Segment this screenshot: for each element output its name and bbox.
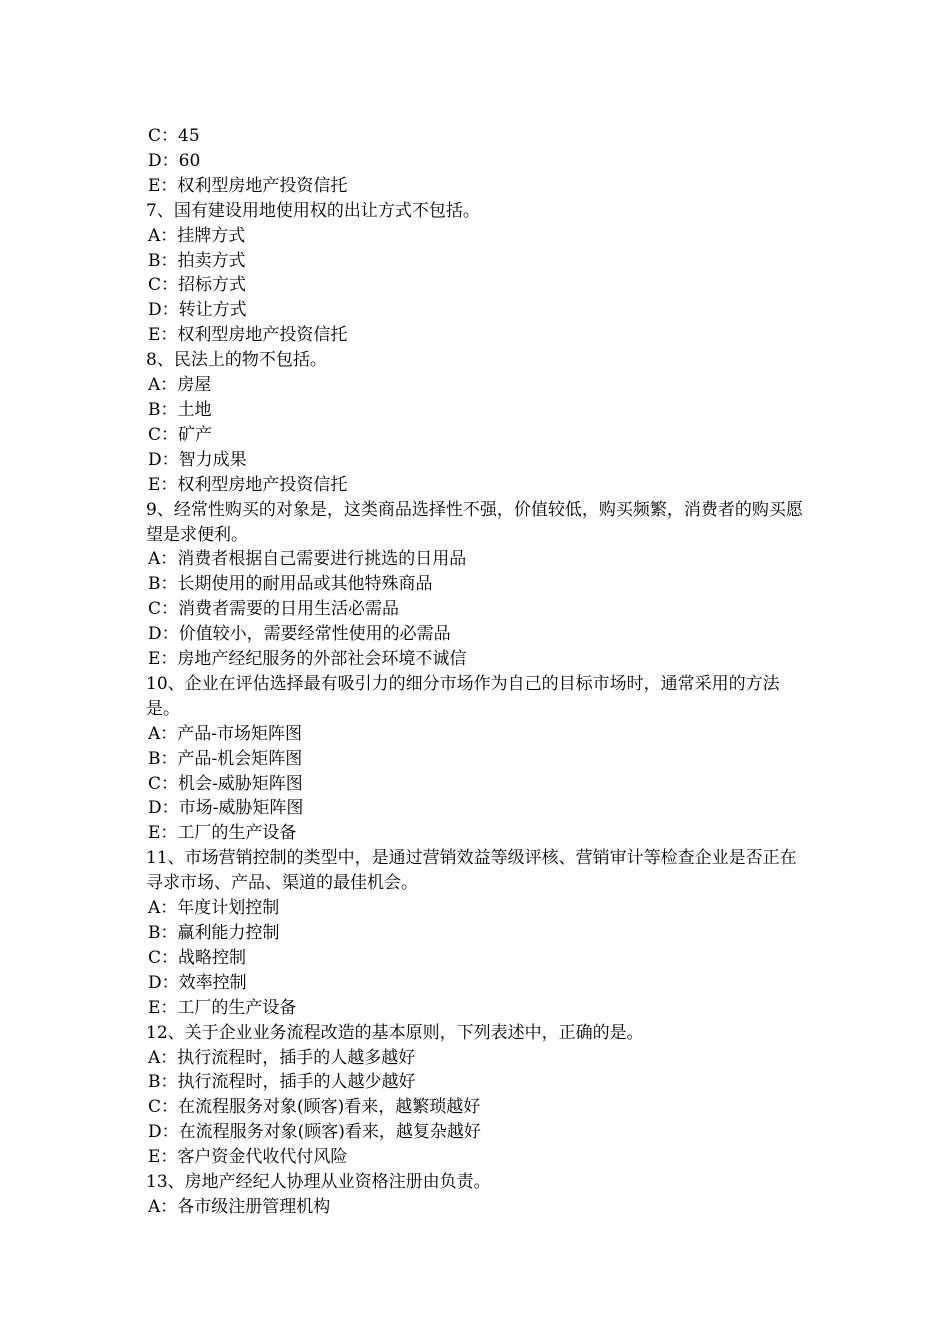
option-line: A：消费者根据自己需要进行挑选的日用品 (148, 549, 467, 570)
question-text: 12、关于企业业务流程改造的基本原则，下列表述中，正确的是。 (146, 1022, 644, 1043)
option-line: D：转让方式 (148, 300, 247, 321)
question-block (146, 1021, 810, 1170)
option-line: C：在流程服务对象(顾客)看来，越繁琐越好 (148, 1097, 481, 1118)
question-text: 8、民法上的物不包括。 (146, 350, 327, 371)
option-line: A：年度计划控制 (148, 898, 280, 919)
question-block (146, 672, 810, 846)
option-line: D：价值较小，需要经常性使用的必需品 (148, 624, 451, 645)
option-line: C：招标方式 (148, 275, 247, 296)
option-line: A：各市级注册管理机构 (148, 1196, 331, 1217)
question-block (146, 1170, 810, 1220)
option-line: C：消费者需要的日用生活必需品 (148, 599, 400, 620)
option-line: E：权利型房地产投资信托 (148, 474, 348, 495)
question-text: 11、市场营销控制的类型中，是通过营销效益等级评核、营销审计等检查企业是否正在寻求市场、产品、渠道的最佳机会。 (146, 848, 797, 894)
option-line: D：在流程服务对象(顾客)看来，越复杂越好 (148, 1122, 481, 1143)
option-line: B：执行流程时，插手的人越少越好 (148, 1072, 416, 1093)
option-line: E：工厂的生产设备 (148, 823, 297, 844)
option-line: B：土地 (148, 399, 212, 420)
option-line: A：挂牌方式 (148, 225, 246, 246)
option-line: C：45 (148, 126, 200, 146)
option-line: C：矿产 (148, 424, 213, 445)
option-line: D：市场-威胁矩阵图 (148, 798, 304, 819)
document-body (146, 124, 810, 1220)
option-line: E：权利型房地产投资信托 (148, 175, 348, 196)
option-line: B：拍卖方式 (148, 250, 246, 271)
option-line: E：权利型房地产投资信托 (148, 325, 348, 346)
option-line: D：智力成果 (148, 449, 247, 470)
question-text: 10、企业在评估选择最有吸引力的细分市场作为自己的目标市场时，通常采用的方法是。 (146, 673, 780, 719)
option-line: A：执行流程时，插手的人越多越好 (148, 1047, 416, 1068)
option-line: D：效率控制 (148, 972, 247, 993)
question-text: 7、国有建设用地使用权的出让方式不包括。 (146, 200, 480, 221)
question-block (146, 348, 810, 497)
option-line: B：产品-机会矩阵图 (148, 748, 303, 769)
question-block (146, 846, 810, 1020)
leading-options (146, 124, 810, 199)
question-block (146, 199, 810, 348)
option-line: D：60 (148, 150, 201, 171)
option-line: C：机会-威胁矩阵图 (148, 773, 303, 794)
option-line: E：房地产经纪服务的外部社会环境不诚信 (148, 649, 467, 670)
option-line: B：赢利能力控制 (148, 923, 280, 943)
option-line: E：客户资金代收代付风险 (148, 1147, 348, 1168)
question-list (146, 199, 810, 1220)
option-line: A：产品-市场矩阵图 (148, 723, 303, 744)
option-line: A：房屋 (148, 375, 212, 396)
question-block (146, 498, 810, 672)
option-line: B：长期使用的耐用品或其他特殊商品 (148, 574, 433, 595)
question-text: 9、经常性购买的对象是，这类商品选择性不强，价值较低，购买频繁，消费者的购买愿望是求便利。 (146, 499, 803, 545)
question-text: 13、房地产经纪人协理从业资格注册由负责。 (146, 1172, 491, 1193)
option-line: E：工厂的生产设备 (148, 997, 297, 1018)
option-line: C：战略控制 (148, 947, 247, 968)
